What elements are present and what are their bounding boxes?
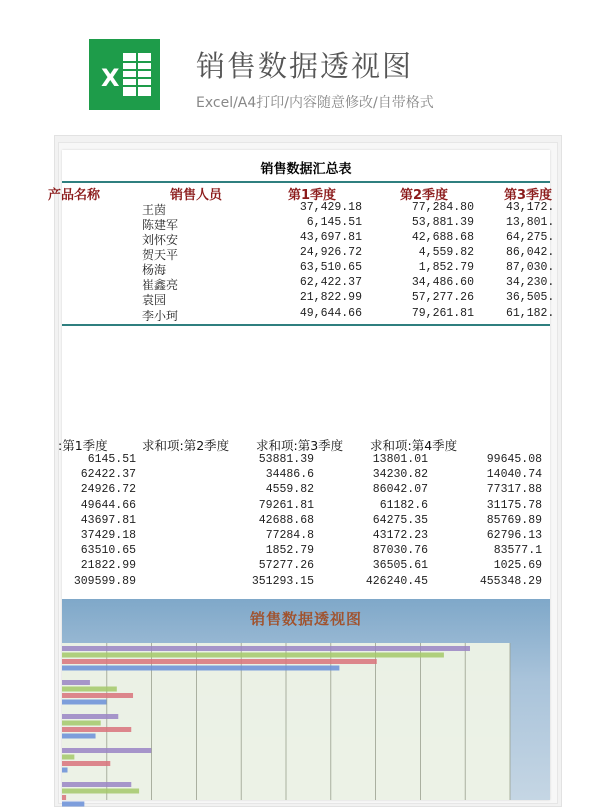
q3-cell: 86,042. [506, 246, 555, 259]
col-header-salesperson: 销售人员 [170, 188, 223, 203]
pivot-total-row [62, 575, 550, 590]
pivot-q2-cell: 42688.68 [258, 513, 314, 527]
q1-cell: 49,644.66 [299, 307, 362, 320]
pivot-q2-cell: 57277.26 [258, 559, 314, 573]
pivot-q1-cell: 37429.18 [80, 529, 136, 542]
pivot-q3-cell: 34230.82 [372, 468, 428, 482]
salesperson-cell: 杨海 [142, 263, 167, 277]
pivot-q1-cell: 62422.37 [80, 468, 136, 482]
pivot-q1-cell: 21822.99 [80, 559, 136, 573]
pivot-q4-cell: 31175.78 [486, 498, 542, 512]
q1-cell: 62,422.37 [299, 276, 362, 289]
chart-bar [62, 653, 444, 658]
table-row [62, 499, 550, 514]
summary-table-top-border [62, 181, 550, 183]
pivot-q1-cell: 309599.89 [73, 574, 136, 588]
page-subtitle: Excel/A4打印/内容随意修改/自带格式 [196, 95, 434, 111]
q2-cell: 77,284.80 [411, 201, 474, 214]
pivot-col-header-q1: :第1季度 [58, 438, 108, 453]
chart-bar [62, 727, 131, 732]
pivot-q3-cell: 426240.45 [365, 574, 428, 588]
icon-letter: X [101, 64, 120, 92]
pivot-q3-cell: 64275.35 [372, 513, 428, 527]
pivot-q4-cell: 85769.89 [486, 513, 542, 527]
salesperson-cell: 贺天平 [142, 248, 179, 262]
pivot-chart [62, 599, 550, 800]
q2-cell: 34,486.60 [411, 276, 474, 289]
chart-plot [62, 599, 550, 800]
pivot-q2-cell: 79261.81 [258, 498, 314, 512]
chart-bar [62, 680, 90, 685]
pivot-q2-cell: 351293.15 [251, 574, 314, 588]
table-row [62, 559, 550, 574]
spreadsheet-preview [48, 150, 555, 800]
table-row [62, 231, 555, 247]
pivot-q1-cell: 6145.51 [87, 453, 136, 466]
pivot-q4-cell: 62796.13 [486, 529, 542, 542]
chart-bar [62, 761, 110, 766]
q2-cell: 42,688.68 [411, 231, 474, 244]
chart-bar [62, 782, 131, 787]
q2-cell: 4,559.82 [418, 246, 474, 259]
listing-header [0, 0, 600, 140]
chart-bar [62, 666, 339, 671]
pivot-q3-cell: 13801.01 [372, 453, 428, 466]
table-row [62, 544, 550, 559]
chart-bar [62, 700, 106, 705]
pivot-col-header-q4: 求和项:第4季度 [370, 438, 458, 453]
q3-cell: 61,182. [506, 307, 555, 320]
q2-cell: 53,881.39 [411, 216, 474, 229]
salesperson-cell: 袁园 [142, 293, 167, 307]
q2-cell: 79,261.81 [411, 307, 474, 320]
table-row [62, 468, 550, 483]
chart-bar [62, 734, 96, 739]
pivot-col-header-q2: 求和项:第2季度 [142, 438, 230, 453]
pivot-col-header-q3: 求和项:第3季度 [256, 438, 344, 453]
col-header-q2: 第2季度 [400, 188, 449, 203]
pivot-q2-cell: 77284.8 [265, 529, 314, 542]
q3-cell: 36,505. [506, 291, 555, 304]
q1-cell: 6,145.51 [306, 216, 362, 229]
pivot-q3-cell: 87030.76 [372, 544, 428, 558]
col-header-q3: 第3季度 [504, 188, 553, 203]
q3-cell: 64,275. [506, 231, 555, 244]
table-row [62, 514, 550, 529]
q2-cell: 1,852.79 [418, 261, 474, 274]
chart-bar [62, 795, 66, 800]
pivot-q3-cell: 43172.23 [372, 529, 428, 542]
chart-bar [62, 802, 84, 807]
q3-cell: 87,030. [506, 261, 555, 274]
q1-cell: 43,697.81 [299, 231, 362, 244]
table-row [62, 261, 555, 277]
pivot-q2-cell: 53881.39 [258, 453, 314, 466]
pivot-q1-cell: 24926.72 [80, 483, 136, 497]
pivot-q3-cell: 86042.07 [372, 483, 428, 497]
q1-cell: 63,510.65 [299, 261, 362, 274]
chart-bar [62, 768, 68, 773]
salesperson-cell: 刘怀安 [142, 233, 179, 247]
pivot-q1-cell: 63510.65 [80, 544, 136, 558]
chart-bar [62, 714, 118, 719]
q3-cell: 34,230. [506, 276, 555, 289]
table-row [62, 201, 555, 217]
salesperson-cell: 陈建军 [142, 218, 179, 232]
chart-bar [62, 755, 74, 760]
chart-bar [62, 721, 101, 726]
chart-bar [62, 687, 117, 692]
chart-bar [62, 748, 151, 753]
table-row [62, 453, 550, 468]
salesperson-cell: 李小珂 [142, 309, 179, 323]
excel-icon [89, 39, 160, 110]
pivot-q4-cell: 1025.69 [493, 559, 542, 573]
table-row [62, 307, 555, 323]
col-header-product: 产品名称 [48, 188, 101, 203]
q1-cell: 21,822.99 [299, 291, 362, 304]
pivot-q1-cell: 49644.66 [80, 498, 136, 512]
pivot-q3-cell: 61182.6 [379, 498, 428, 512]
salesperson-cell: 王茵 [142, 203, 167, 217]
table-row [62, 483, 550, 498]
pivot-q4-cell: 83577.1 [493, 544, 542, 558]
table-row [62, 246, 555, 262]
table-row [62, 216, 555, 232]
pivot-q2-cell: 4559.82 [265, 483, 314, 497]
pivot-q3-cell: 36505.61 [372, 559, 428, 573]
pivot-q4-cell: 14040.74 [486, 468, 542, 482]
table-row [62, 276, 555, 292]
chart-bar [62, 646, 470, 651]
chart-bar [62, 659, 377, 664]
table-row [62, 291, 555, 307]
table-row [62, 529, 550, 544]
pivot-q4-cell: 99645.08 [486, 453, 542, 466]
chart-bar [62, 693, 133, 698]
q3-cell: 43,172. [506, 201, 555, 214]
q2-cell: 57,277.26 [411, 291, 474, 304]
salesperson-cell: 崔鑫亮 [142, 278, 179, 292]
pivot-q2-cell: 34486.6 [265, 468, 314, 482]
pivot-q4-cell: 77317.88 [486, 483, 542, 497]
q1-cell: 24,926.72 [299, 246, 362, 259]
chart-title: 销售数据透视图 [249, 610, 362, 628]
summary-table-title: 销售数据汇总表 [260, 162, 352, 177]
pivot-q2-cell: 1852.79 [265, 544, 314, 558]
page-title: 销售数据透视图 [196, 49, 414, 83]
q1-cell: 37,429.18 [299, 201, 362, 214]
col-header-q1: 第1季度 [288, 188, 337, 203]
pivot-q1-cell: 43697.81 [80, 513, 136, 527]
pivot-q4-cell: 455348.29 [479, 574, 542, 588]
summary-table-bottom-border [62, 324, 550, 326]
q3-cell: 13,801. [506, 216, 555, 229]
chart-bar [62, 789, 139, 794]
